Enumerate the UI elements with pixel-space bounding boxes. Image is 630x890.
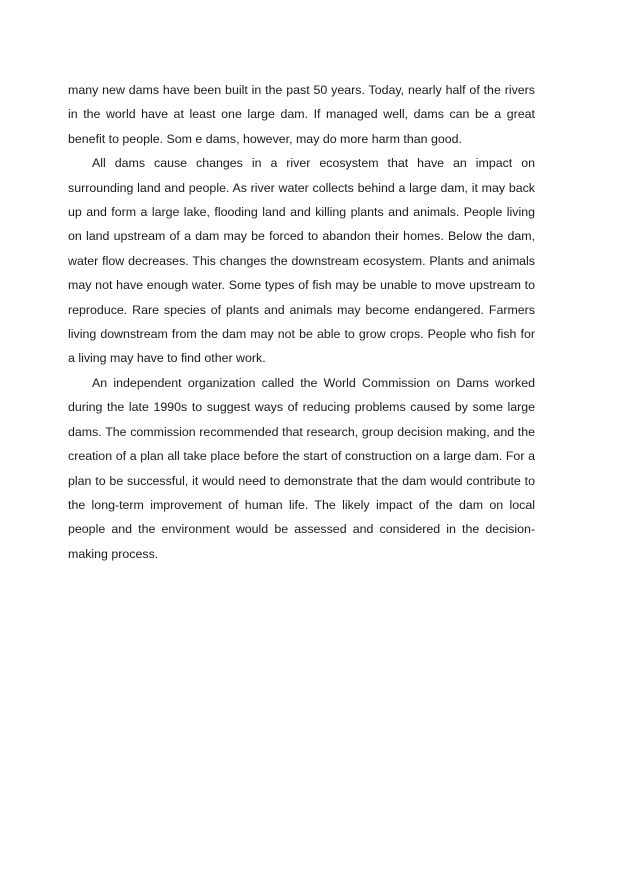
paragraph-world-commission: An independent organization called the World Commission on Dams worked during the late 1990s to suggest ways of reducing problems caused by some large dams. The commission recommended that research, group decision making, and the creation of a plan all take place before the start of construction on a large dam. For a plan to be successful, it would need to demonstrate that the dam would contribute to the long-term improvement of human life. The likely impact of the dam on local people and the environment would be assessed and considered in the decision-making process. — [68, 375, 535, 561]
paragraph-ecosystem-impact: All dams cause changes in a river ecosystem that have an impact on surrounding land and people. As river water collects behind a large dam, it may back up and form a large lake, flooding land and killing plants and animals. People living on land upstream of a dam may be forced to abandon their homes. Below the dam, water flow decreases. This changes the downstream ecosystem. Plants and animals may not have enough water. Some types of fish may be unable to move upstream to reproduce. Rare species of plants and animals may become endangered. Farmers living downstream from the dam may not be able to grow crops. People who fish for a living may have to find other work. — [68, 156, 535, 366]
paragraph-dams-built: many new dams have been built in the past 50 years. Today, nearly half of the rivers in the world have at least one large dam. If managed well, dams can be a great benefit to people. Som e dams, however, may do more harm than good. — [68, 83, 535, 146]
body-text — [68, 78, 535, 566]
